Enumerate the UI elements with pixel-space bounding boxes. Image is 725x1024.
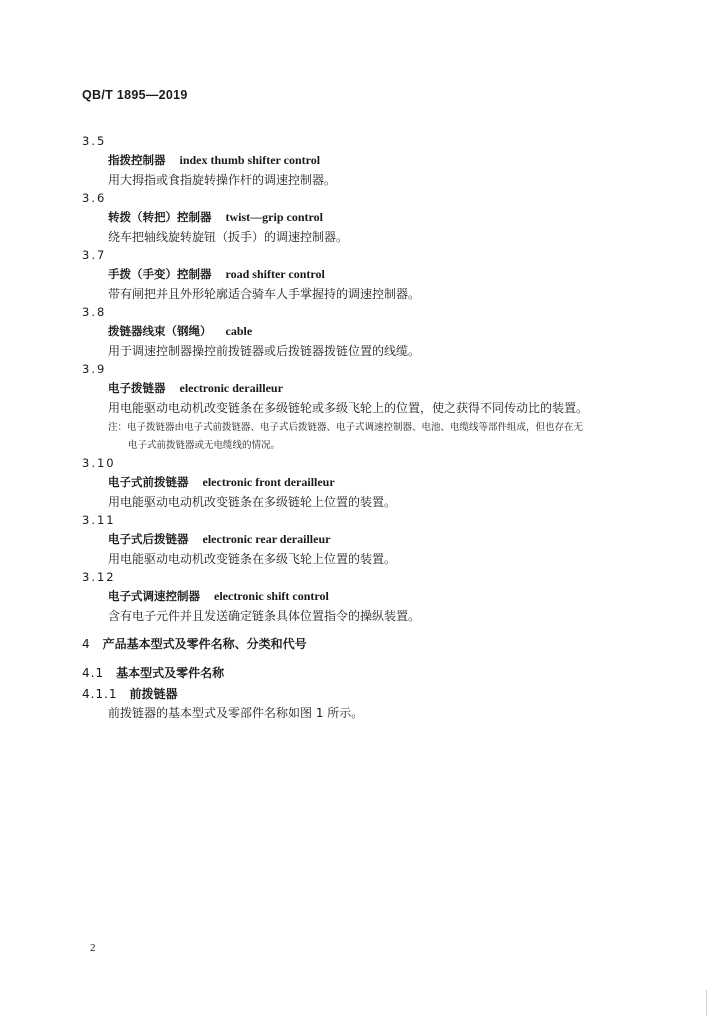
clause-number: 3.6 [82, 191, 107, 205]
term-zh: 电子拨链器 [108, 381, 166, 395]
term-zh: 拨链器线束（钢绳） [108, 324, 212, 338]
clause-number: 3.7 [82, 248, 107, 262]
term-en: road shifter control [225, 267, 325, 281]
term-zh: 电子式前拨链器 [108, 475, 189, 489]
scan-edge-divider [706, 990, 707, 1016]
section-4-heading [82, 635, 307, 652]
term-en: index thumb shifter control [179, 153, 321, 167]
term-heading [108, 474, 335, 490]
section-4-1-1-heading [82, 685, 178, 702]
term-definition: 用电能驱动电动机改变链条在多级链轮或多级飞轮上的位置，使之获得不同传动比的装置。 [108, 401, 589, 415]
term-definition: 用大拇指或食指旋转操作杆的调速控制器。 [108, 173, 337, 187]
clause-number: 3.10 [82, 456, 116, 470]
section-number: 4 [82, 637, 91, 651]
section-title: 前拨链器 [129, 687, 178, 701]
term-en: cable [225, 324, 253, 338]
term-zh: 电子式调速控制器 [108, 589, 200, 603]
term-heading [108, 588, 329, 604]
term-heading [108, 531, 330, 547]
term-en: electronic rear derailleur [202, 532, 331, 546]
term-zh: 电子式后拨链器 [108, 532, 189, 546]
clause-number: 3.9 [82, 362, 107, 376]
term-definition: 绕车把轴线旋转旋钮（扳手）的调速控制器。 [108, 230, 349, 244]
term-en: electronic shift control [214, 589, 329, 603]
term-definition: 用电能驱动电动机改变链条在多级链轮上位置的装置。 [108, 495, 397, 509]
term-definition: 含有电子元件并且发送确定链条具体位置指令的操纵装置。 [108, 609, 421, 623]
term-en: electronic front derailleur [202, 475, 335, 489]
standard-code-header: QB/T 1895—2019 [82, 88, 188, 102]
note-line-1: 注：电子拨链器由电子式前拨链器、电子式后拨链器、电子式调速控制器、电池、电缆线等部件组成，但也存在无 [108, 422, 584, 433]
term-zh: 手拨（手变）控制器 [108, 267, 212, 281]
term-en: twist—grip control [225, 210, 323, 224]
section-number: 4.1 [82, 666, 105, 680]
clause-number: 3.8 [82, 305, 107, 319]
term-heading [108, 323, 252, 339]
term-heading [108, 380, 283, 396]
clause-number: 3.11 [82, 513, 116, 527]
term-definition: 用于调速控制器操控前拨链器或后拨链器拨链位置的线缆。 [108, 344, 421, 358]
term-heading [108, 152, 320, 168]
clause-number: 3.5 [82, 134, 107, 148]
term-en: electronic derailleur [179, 381, 283, 395]
note-line-2: 电子式前拨链器或无电缆线的情况。 [128, 440, 281, 451]
section-4-1-heading [82, 664, 224, 681]
clause-number: 3.12 [82, 570, 116, 584]
section-4-1-1-body: 前拨链器的基本型式及零部件名称如图 1 所示。 [108, 706, 364, 720]
term-definition: 带有闸把并且外形轮廓适合骑车人手掌握持的调速控制器。 [108, 287, 421, 301]
section-title: 产品基本型式及零件名称、分类和代号 [102, 637, 307, 651]
term-zh: 指拨控制器 [108, 153, 166, 167]
term-heading [108, 209, 323, 225]
section-number: 4.1.1 [82, 687, 118, 701]
term-zh: 转拨（转把）控制器 [108, 210, 212, 224]
page-number: 2 [90, 942, 96, 954]
term-definition: 用电能驱动电动机改变链条在多级飞轮上位置的装置。 [108, 552, 397, 566]
term-heading [108, 266, 325, 282]
section-title: 基本型式及零件名称 [116, 666, 225, 680]
